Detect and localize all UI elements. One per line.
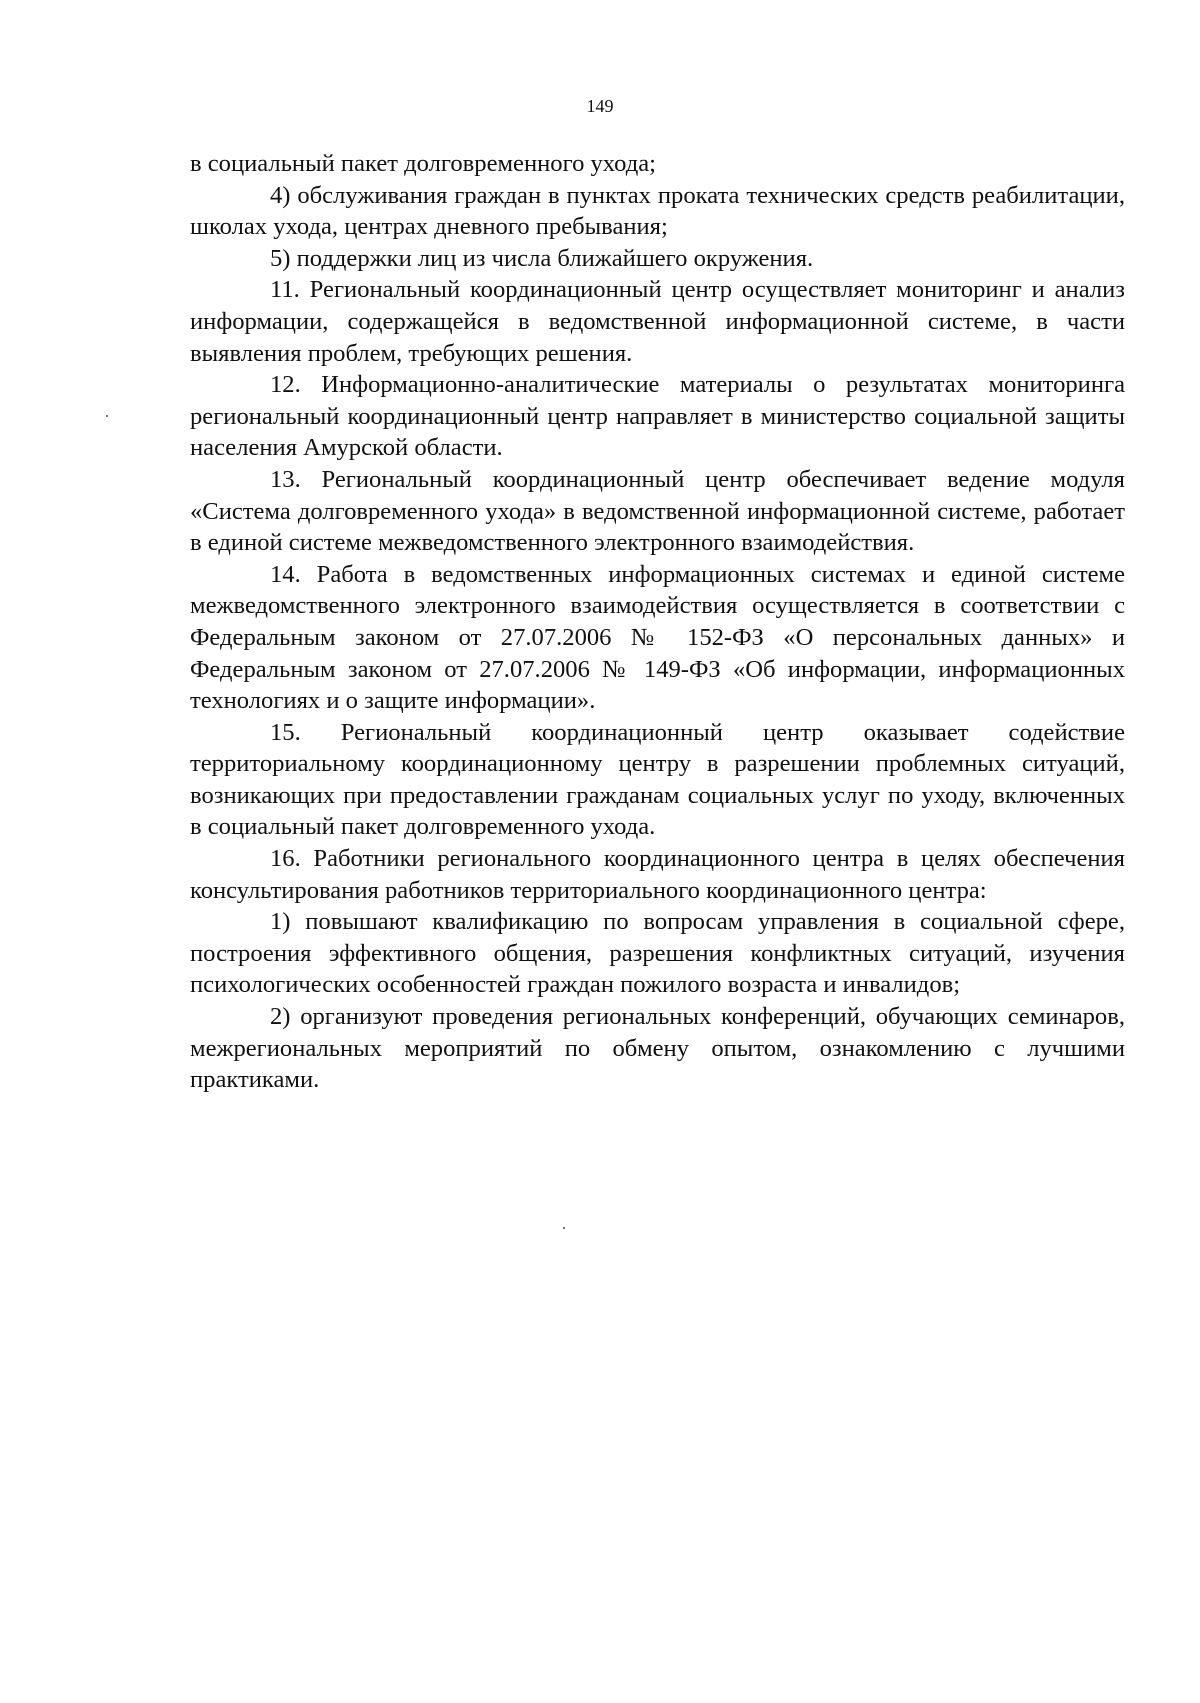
scan-speck: [563, 1227, 565, 1229]
paragraph-item-4: 4) обслуживания граждан в пунктах проката технических средств реабилитации, школах ухода, центрах дневного пребывания;: [190, 181, 1125, 241]
paragraph-clause-15: 15. Региональный координационный центр оказывает содействие территориальному координационному центру в разрешении проблемных ситуаций, возникающих при предоставлении гражданам социальных услуг по уходу, включенных в социальный пакет долговременного ухода.: [190, 718, 1125, 841]
document-body: [190, 148, 1125, 1096]
scan-speck: [106, 415, 108, 417]
page-number: 149: [586, 96, 614, 116]
paragraph-clause-12: 12. Информационно-аналитические материалы о результатах мониторинга региональный координационный центр направляет в министерство социальной защиты населения Амурской области.: [190, 371, 1125, 462]
paragraph-subitem-2: 2) организуют проведения региональных конференций, обучающих семинаров, межрегиональных мероприятий по обмену опытом, ознакомлению с лучшими практиками.: [190, 1003, 1125, 1094]
paragraph-clause-14: 14. Работа в ведомственных информационных системах и единой системе межведомственного электронного взаимодействия осуществляется в соответствии с Федеральным законом от 27.07.2006 № 152-ФЗ «О персональных данных» и Федеральным законом от 27.07.2006 № 149-ФЗ «Об информации, информационных технологиях и о защите информации».: [190, 560, 1125, 715]
paragraph-clause-11: 11. Региональный координационный центр осуществляет мониторинг и анализ информации, содержащейся в ведомственной информационной системе, в части выявления проблем, требующих решения.: [190, 276, 1125, 367]
paragraph-continuation: в социальный пакет долговременного ухода;: [190, 150, 657, 177]
paragraph-clause-13: 13. Региональный координационный центр обеспечивает ведение модуля «Система долговременного ухода» в ведомственной информационной системе, работает в единой системе межведомственного электронного взаимодействия.: [190, 465, 1125, 557]
paragraph-subitem-1: 1) повышают квалификацию по вопросам управления в социальной сфере, построения эффективного общения, разрешения конфликтных ситуаций, изучения психологических особенностей граждан пожилого возраста и инвалидов;: [190, 908, 1125, 999]
paragraph-clause-16: 16. Работники регионального координационного центра в целях обеспечения консультирования работников территориального координационного центра:: [190, 845, 1125, 904]
paragraph-item-5: 5) поддержки лиц из числа ближайшего окружения.: [270, 244, 814, 272]
